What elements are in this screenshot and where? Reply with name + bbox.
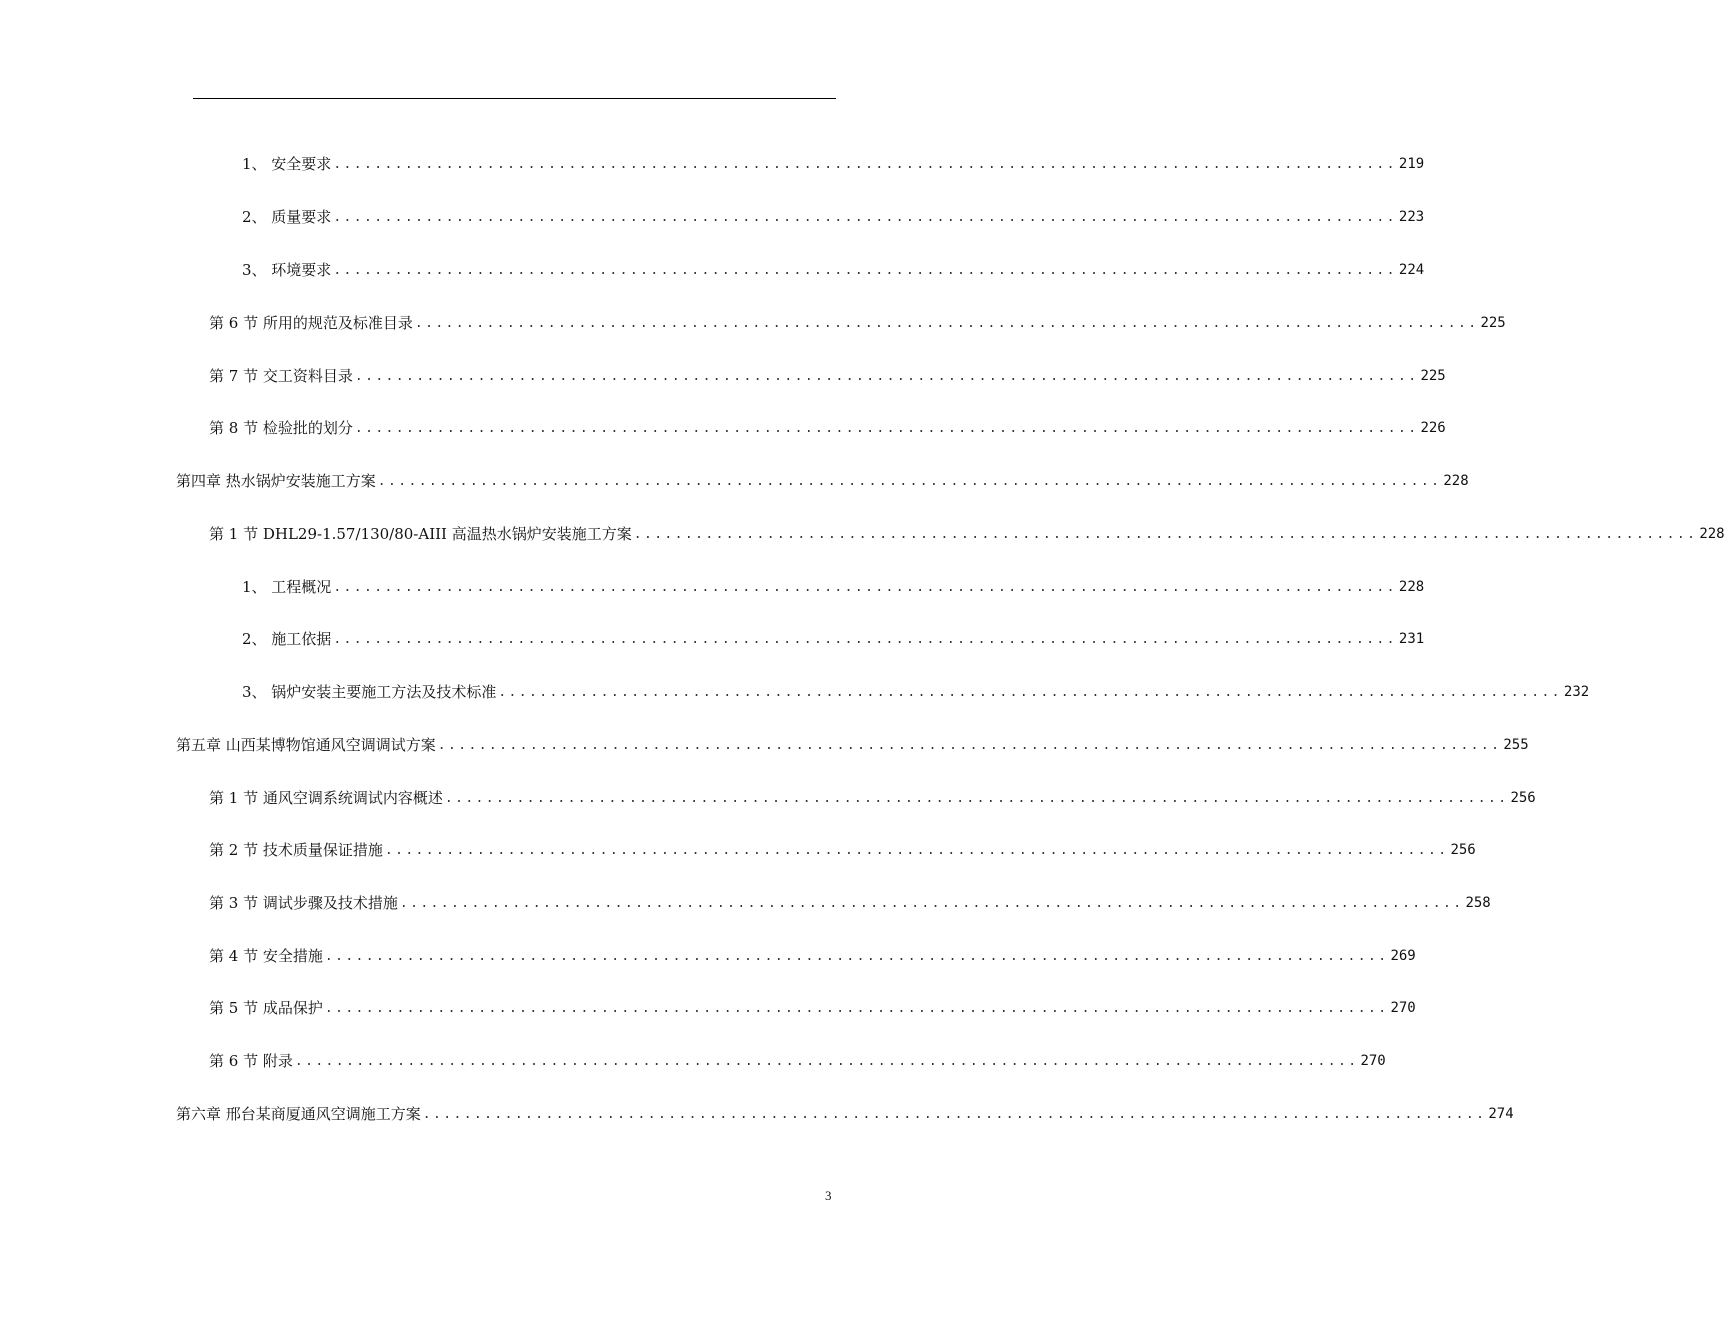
toc-entry[interactable] (209, 417, 1446, 439)
toc-entry-page: 223 (1398, 209, 1425, 225)
toc-entry-page: 270 (1390, 1000, 1416, 1016)
toc-entry[interactable] (209, 839, 1476, 861)
toc-entry-page: 228 (1398, 579, 1425, 595)
toc-dot-leader: ........................................................................................................ (437, 738, 1502, 753)
toc-entry[interactable] (242, 628, 1425, 650)
header-rule (193, 98, 836, 99)
toc-entry-label: 第 6 节 所用的规范及标准目录 (209, 314, 413, 332)
toc-entry-page: 270 (1360, 1053, 1386, 1069)
toc-entry-page: 228 (1699, 526, 1725, 542)
toc-entry-label: 第 5 节 成品保护 (209, 999, 323, 1017)
toc-entry-label: 第 8 节 检验批的划分 (209, 419, 353, 437)
toc-entry[interactable] (209, 892, 1491, 914)
toc-entry-label: 第 1 节 通风空调系统调试内容概述 (209, 789, 443, 807)
toc-entry-page: 228 (1443, 473, 1469, 489)
toc-entry[interactable] (242, 576, 1425, 598)
toc-dot-leader: ........................................................................................................ (324, 1001, 1389, 1016)
toc-entry-page: 256 (1450, 842, 1476, 858)
toc-entry-label: 第 1 节 DHL29-1.57/130/80-AIII 高温热水锅炉安装施工方案 (209, 525, 632, 543)
toc-dot-leader: ........................................................................................................ (414, 316, 1479, 331)
toc-entry[interactable] (209, 945, 1416, 967)
toc-entry-page: 274 (1488, 1106, 1514, 1122)
toc-entry[interactable] (209, 1050, 1386, 1072)
toc-entry-label: 第 7 节 交工资料目录 (209, 367, 353, 385)
toc-entry-label: 第 3 节 调试步骤及技术措施 (209, 894, 398, 912)
toc-dot-leader: ........................................................................................................ (399, 896, 1464, 911)
toc-dot-leader: ........................................................................................................ (377, 474, 1442, 489)
toc-entry-page: 224 (1398, 262, 1425, 278)
toc-dot-leader: ........................................................................................................ (333, 263, 1397, 278)
toc-entry[interactable] (242, 206, 1425, 228)
toc-entry-label: 2、 施工依据 (242, 630, 332, 648)
toc-entry-label: 第四章 热水锅炉安装施工方案 (176, 472, 376, 490)
toc-dot-leader: ........................................................................................................ (333, 157, 1397, 172)
toc-dot-leader: ........................................................................................................ (422, 1107, 1487, 1122)
toc-dot-leader: ........................................................................................................ (294, 1054, 1359, 1069)
toc-entry-label: 第五章 山西某博物馆通风空调调试方案 (176, 736, 436, 754)
toc-entry[interactable] (176, 734, 1529, 756)
toc-entry[interactable] (209, 312, 1506, 334)
toc-entry-page: 225 (1480, 315, 1506, 331)
toc-dot-leader: ........................................................................................................ (354, 421, 1419, 436)
toc-entry-label: 第 4 节 安全措施 (209, 947, 323, 965)
toc-dot-leader: ........................................................................................................ (444, 791, 1509, 806)
page-number: 3 (825, 1188, 832, 1203)
toc-dot-leader: ........................................................................................................ (633, 527, 1698, 542)
toc-dot-leader: ........................................................................................................ (384, 843, 1449, 858)
toc-entry-page: 258 (1465, 895, 1491, 911)
toc-entry[interactable] (209, 523, 1725, 545)
toc-entry-page: 256 (1510, 790, 1536, 806)
toc-entry[interactable] (176, 1103, 1514, 1125)
toc-entry[interactable] (242, 153, 1425, 175)
toc-dot-leader: ........................................................................................................ (354, 369, 1419, 384)
toc-entry-label: 第 2 节 技术质量保证措施 (209, 841, 383, 859)
toc-entry[interactable] (209, 787, 1536, 809)
toc-entry-label: 1、 工程概况 (242, 578, 332, 596)
toc-dot-leader: ........................................................................................................ (333, 210, 1397, 225)
toc-entry[interactable] (209, 365, 1446, 387)
toc-entry[interactable] (242, 259, 1425, 281)
toc-entry[interactable] (209, 997, 1416, 1019)
toc-entry-label: 3、 锅炉安装主要施工方法及技术标准 (242, 683, 497, 701)
toc-entry-page: 255 (1503, 737, 1529, 753)
toc-entry-label: 第六章 邢台某商厦通风空调施工方案 (176, 1105, 421, 1123)
toc-entry-page: 232 (1563, 684, 1590, 700)
toc-entry[interactable] (176, 470, 1469, 492)
toc-dot-leader: ........................................................................................................ (333, 580, 1397, 595)
toc-entry-page: 219 (1398, 156, 1425, 172)
toc-entry-label: 第 6 节 附录 (209, 1052, 293, 1070)
toc-entry-page: 226 (1420, 420, 1446, 436)
toc-entry-page: 225 (1420, 368, 1446, 384)
toc-dot-leader: ........................................................................................................ (324, 949, 1389, 964)
toc-entry-label: 1、 安全要求 (242, 155, 332, 173)
toc-dot-leader: ........................................................................................................ (333, 632, 1397, 647)
toc-entry-label: 2、 质量要求 (242, 208, 332, 226)
toc-entry-label: 3、 环境要求 (242, 261, 332, 279)
toc-entry[interactable] (242, 681, 1590, 703)
toc-entry-page: 269 (1390, 948, 1416, 964)
toc-dot-leader: ........................................................................................................ (498, 685, 1562, 700)
toc-entry-page: 231 (1398, 631, 1425, 647)
